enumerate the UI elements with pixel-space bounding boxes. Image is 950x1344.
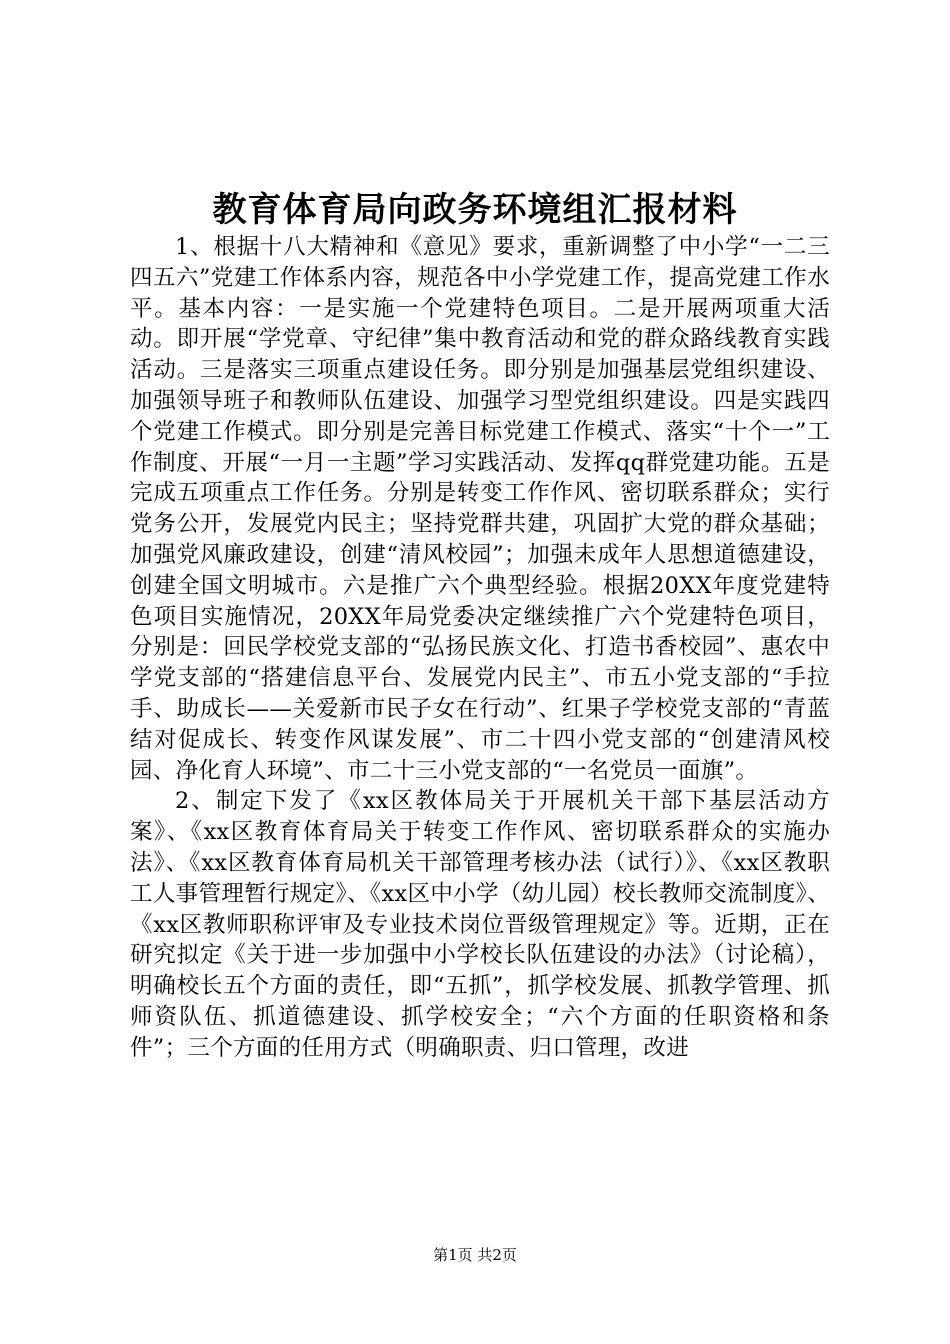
paragraph-2: 2、制定下发了《xx区教体局关于开展机关干部下基层活动方案》、《xx区教育体育局关于转变工作作风、密切联系群众的实施办法》、《xx区教育体育局机关干部管理考核办法（试行）》、《xx区教职工人事管理暂行规定》、《xx区中小学（幼儿园）校长教师交流制度》、《xx区教师职称评审及专业技术岗位晋级管理规定》等。近期，正在研究拟定《关于进一步加强中小学校长队伍建设的办法》（讨论稿），明确校长五个方面的责任，即“五抓”，抓学校发展、抓教学管理、抓师资队伍、抓道德建设、抓学校安全；“六个方面的任职资格和条件”；三个方面的任用方式（明确职责、归口管理，改进 [130, 788, 830, 1061]
page-footer: 第1页 共2页 [433, 1246, 517, 1264]
document-title: 教育体育局向政务环境组汇报材料 [212, 190, 738, 230]
paragraph-1: 1、根据十八大精神和《意见》要求，重新调整了中小学“一二三四五六”党建工作体系内容，规范各中小学党建工作，提高党建工作水平。基本内容：一是实施一个党建特色项目。二是开展两项重大活动。即开展“学党章、守纪律”集中教育活动和党的群众路线教育实践活动。三是落实三项重点建设任务。即分别是加强基层党组织建设、加强领导班子和教师队伍建设、加强学习型党组织建设。四是实践四个党建工作模式。即分别是完善目标党建工作模式、落实“十个一”工作制度、开展“一月一主题”学习实践活动、发挥qq群党建功能。五是完成五项重点工作任务。分别是转变工作作风、密切联系群众；实行党务公开，发展党内民主；坚持党群共建，巩固扩大党的群众基础；加强党风廉政建设，创建“清风校园”；加强未成年人思想道德建设，创建全国文明城市。六是推广六个典型经验。根据20XX年度党建特色项目实施情况，20XX年局党委决定继续推广六个党建特色项目，分别是：回民学校党支部的“弘扬民族文化、打造书香校园”、惠农中学党支部的“搭建信息平台、发展党内民主”、市五小党支部的“手拉手、助成长——关爱新市民子女在行动”、红果子学校党支部的“青蓝结对促成长、转变作风谋发展”、市二十四小党支部的“创建清风校园、净化育人环境”、市二十三小党支部的“一名党员一面旗”。 [130, 234, 830, 784]
document-body [130, 232, 830, 1064]
